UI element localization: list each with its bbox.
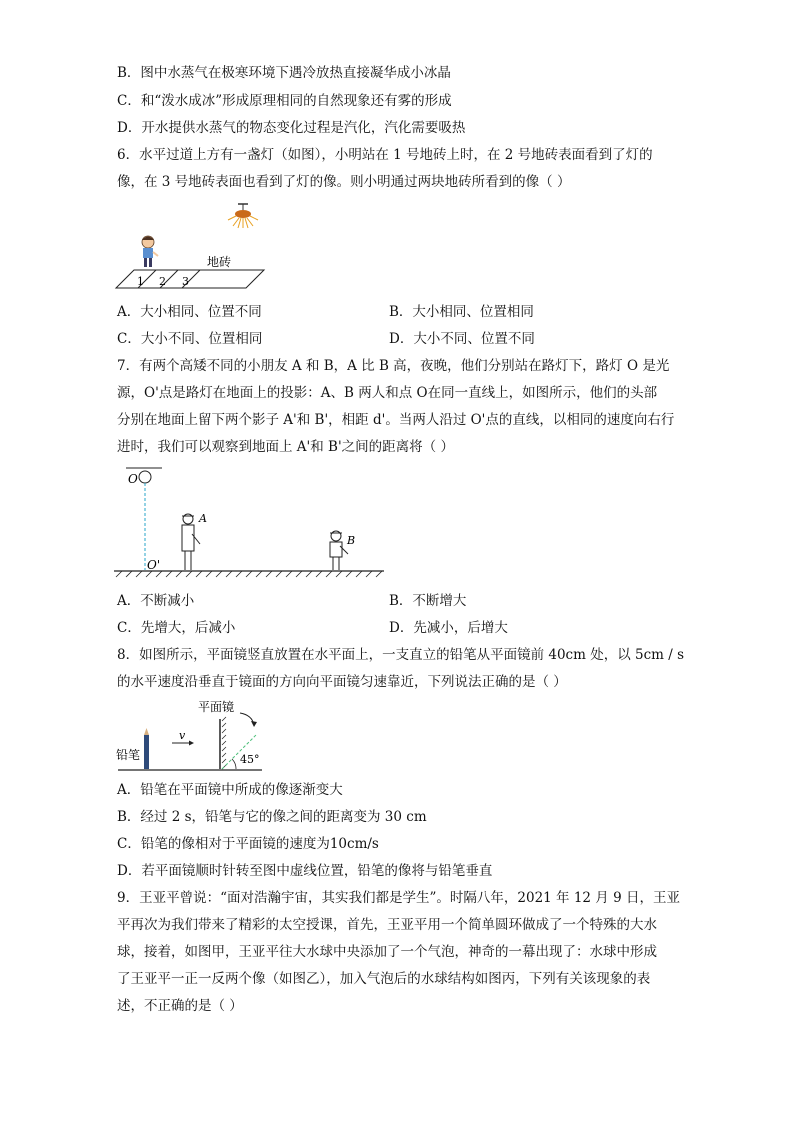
- label-o: O: [128, 472, 138, 486]
- q8-option-a: A．铅笔在平面镜中所成的像逐渐变大: [117, 782, 343, 798]
- q7-stem-line1: 7．有两个高矮不同的小朋友 A 和 B，A 比 B 高，夜晚，他们分别站在路灯下，路灯 O 是光: [117, 358, 670, 374]
- q8-option-b: B．经过 2 s，铅笔与它的像之间的距离变为 30 cm: [117, 809, 427, 825]
- child-figure-icon: [142, 236, 158, 267]
- q7-stem-line2: 源，O'点是路灯在地面上的投影：A、B 两人和点 O在同一直线上，如图所示，他们的头部: [117, 385, 658, 401]
- person-b-figure: [330, 531, 348, 570]
- q7-stem-line3: 分别在地面上留下两个影子 A'和 B'，相距 d'。当两人沿过 O'点的直线，以相同的速度向右行: [117, 412, 675, 428]
- q9-stem-line4: 了王亚平一正一反两个像（如图乙），加入气泡后的水球结构如图丙，下列有关该现象的表: [117, 971, 651, 987]
- q6-option-b: B．大小相同、位置相同: [389, 304, 534, 320]
- velocity-label: v: [179, 729, 186, 742]
- q6-option-a: A．大小相同、位置不同: [117, 304, 262, 320]
- label-a: A: [199, 512, 207, 525]
- q5-option-b: B．图中水蒸气在极寒环境下遇冷放热直接凝华成小冰晶: [117, 65, 451, 81]
- q7-option-b: B．不断增大: [389, 593, 467, 609]
- mirror-label: 平面镜: [198, 700, 235, 714]
- q8-figure-mirror-pencil: [112, 697, 272, 775]
- floor-tile-label: 地砖: [207, 255, 232, 269]
- q7-option-a: A．不断减小: [117, 593, 195, 609]
- q9-stem-line3: 球，接着，如图甲，王亚平往大水球中央添加了一个气泡，神奇的一幕出现了：水球中形成: [117, 944, 657, 960]
- q8-option-c: C．铅笔的像相对于平面镜的速度为10cm/s: [117, 836, 379, 852]
- q7-figure-streetlight: [112, 462, 387, 580]
- angle-label: 45°: [240, 753, 260, 766]
- q9-stem-line5: 述，不正确的是（ ）: [117, 998, 243, 1014]
- q9-stem-line2: 平再次为我们带来了精彩的太空授课，首先，王亚平用一个简单圆环做成了一个特殊的大水: [117, 917, 657, 933]
- q6-option-d: D．大小不同、位置不同: [389, 331, 535, 347]
- q6-stem-line2: 像，在 3 号地砖表面也看到了灯的像。则小明通过两块地砖所看到的像（ ）: [117, 174, 571, 190]
- q8-stem-line1: 8．如图所示，平面镜竖直放置在水平面上，一支直立的铅笔从平面镜前 40cm 处，以 5cm / s: [117, 647, 685, 663]
- q6-stem-line1: 6．水平过道上方有一盏灯（如图），小明站在 1 号地砖上时，在 2 号地砖表面看到了灯的: [117, 147, 653, 163]
- label-o-prime: O': [147, 558, 161, 572]
- q9-stem-line1: 9．王亚平曾说：“面对浩瀚宇宙，其实我们都是学生”。时隔八年，2021 年 12 月 9 日，王亚: [117, 890, 680, 906]
- q5-option-c: C．和“泼水成冰”形成原理相同的自然现象还有雾的形成: [117, 93, 452, 109]
- tile-3-label: 3: [182, 275, 189, 288]
- q8-stem-line2: 的水平速度沿垂直于镜面的方向向平面镜匀速靠近，下列说法正确的是（ ）: [117, 674, 567, 690]
- q6-option-c: C．大小不同、位置相同: [117, 331, 263, 347]
- pencil-label: 铅笔: [116, 748, 141, 762]
- lamp-icon: [228, 204, 258, 228]
- person-a-figure: [182, 514, 200, 570]
- q7-option-d: D．先减小，后增大: [389, 620, 508, 636]
- q5-option-d: D．开水提供水蒸气的物态变化过程是汽化，汽化需要吸热: [117, 120, 466, 136]
- tile-2-label: 2: [159, 275, 166, 288]
- q7-option-c: C．先增大，后减小: [117, 620, 236, 636]
- label-b: B: [347, 534, 356, 547]
- q6-figure-lamp-floor: [112, 200, 272, 295]
- q8-option-d: D．若平面镜顺时针转至图中虚线位置，铅笔的像将与铅笔垂直: [117, 863, 493, 879]
- tile-1-label: 1: [137, 275, 144, 288]
- q7-stem-line4: 进时，我们可以观察到地面上 A'和 B'之间的距离将（ ）: [117, 439, 454, 455]
